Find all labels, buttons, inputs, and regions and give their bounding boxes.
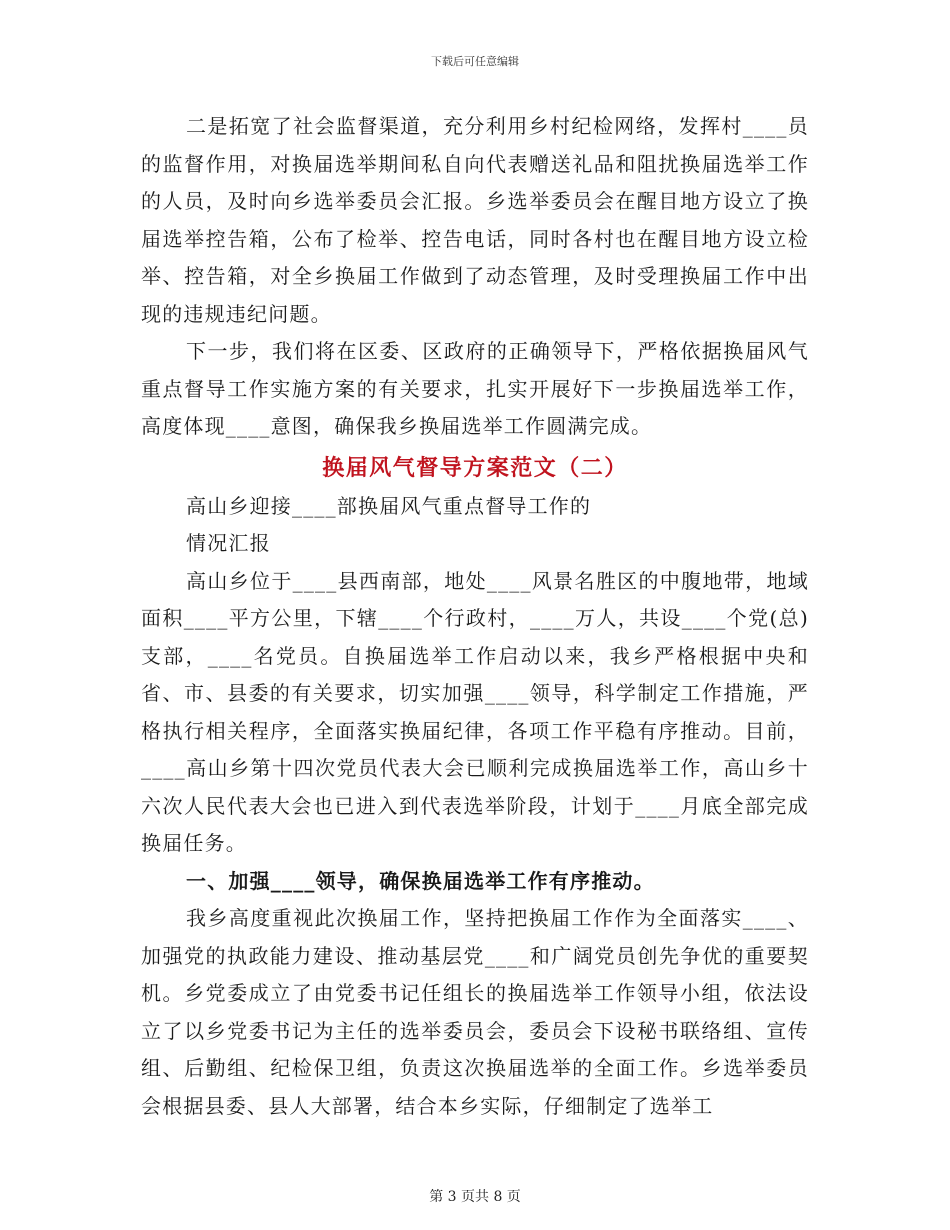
report-subtitle-line1: 高山乡迎接____部换届风气重点督导工作的 — [186, 493, 592, 518]
document-body — [141, 108, 809, 1125]
report-subtitle-line2: 情况汇报 — [186, 531, 271, 555]
paragraph-next-steps: 下一步，我们将在区委、区政府的正确领导下，严格依据换届风气重点督导工作实施方案的有关要求，扎实开展好下一步换届选举工作，高度体现____意图，确保我乡换届选举工作圆满完成。 — [141, 339, 809, 438]
section-title: 换届风气督导方案范文（二） — [322, 454, 628, 481]
paragraph-supervision-channels: 二是拓宽了社会监督渠道，充分利用乡村纪检网络，发挥村____员的监督作用，对换届选举期间私自向代表赠送礼品和阻扰换届选举工作的人员，及时向乡选举委员会汇报。乡选举委员会在醒目地方设立了换届选举控告箱，公布了检举、控告电话，同时各村也在醒目地方设立检举、控告箱，对全乡换届工作做到了动态管理，及时受理换届工作中出现的违规违纪问题。 — [141, 114, 809, 326]
page-footer: 第 3 页共 8 页 — [429, 1189, 521, 1205]
paragraph-leadership-details: 我乡高度重视此次换届工作，坚持把换届工作作为全面落实____、加强党的执政能力建设、推动基层党____和广阔党员创先争优的重要契机。乡党委成立了由党委书记任组长的换届选举工作领导小组，依法设立了以乡党委书记为主任的选举委员会，委员会下设秘书联络组、宣传组、后勤组、纪检保卫组，负责这次换届选举的全面工作。乡选举委员会根据县委、县人大部署，结合本乡实际，仔细制定了选举工 — [141, 906, 809, 1118]
paragraph-township-overview: 高山乡位于____县西南部，地处____风景名胜区的中腹地带，地域面积____平方公里，下辖____个行政村，____万人，共设____个党(总)支部，____名党员。自换届选举工作启动以来，我乡严格根据中央和省、市、县委的有关要求，切实加强____领导，科学制定工作措施，严格执行相关程序，全面落实换届纪律，各项工作平稳有序推动。目前，____高山乡第十四次党员代表大会已顺利完成换届选举工作，高山乡十六次人民代表大会也已进入到代表选举阶段，计划于____月底全部完成换届任务。 — [141, 568, 809, 855]
page-header: 下载后可任意编辑 — [431, 55, 519, 68]
heading-strengthen-leadership: 一、加强____领导，确保换届选举工作有序推动。 — [186, 868, 655, 893]
